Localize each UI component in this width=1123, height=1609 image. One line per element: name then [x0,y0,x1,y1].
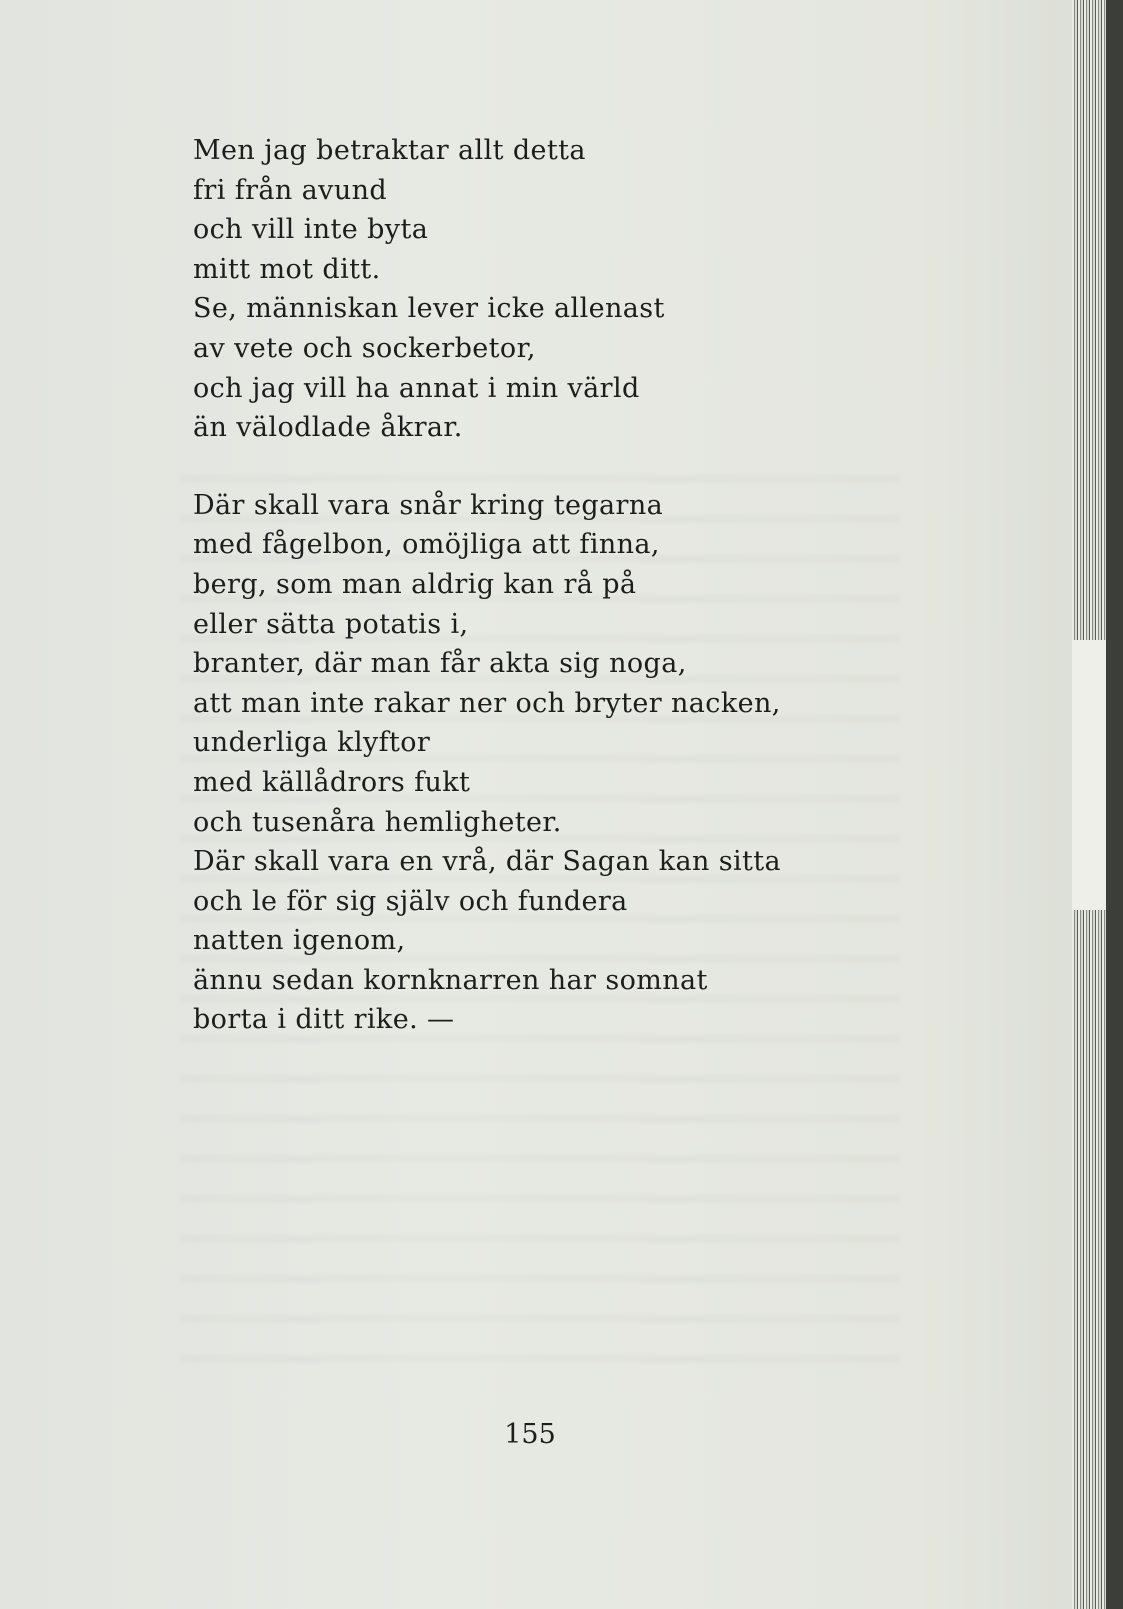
poem-line: att man inte rakar ner och bryter nacken, [193,687,781,719]
poem-line: Där skall vara en vrå, där Sagan kan sitta [193,846,782,878]
poem-line: Men jag betraktar allt detta [193,135,586,166]
poem-line: Där skall vara snår kring tegarna [193,489,664,521]
poem-line: underliga klyftor [193,727,431,759]
poem-line: natten igenom, [193,925,406,957]
book-cover-edge [1106,0,1123,1609]
poem-line: berg, som man aldrig kan rå på [193,568,637,600]
poem-line: med källådrors fukt [193,766,471,798]
poem-line: av vete och sockerbetor, [193,332,536,364]
poem-line: med fågelbon, omöjliga att finna, [193,529,660,561]
poem-line: Se, människan lever icke allenast [193,293,665,325]
poem-line: eller sätta potatis i, [193,608,469,640]
page-edge-highlight [1072,640,1110,910]
stanza-2 [193,486,781,1040]
poem-line: än välodlade åkrar. [193,412,463,444]
page-number: 155 [504,1419,556,1450]
poem-line: branter, där man får akta sig noga, [193,648,687,680]
poem-text [193,131,781,1040]
poem-line: och le för sig själv och fundera [193,885,628,917]
poem-line: borta i ditt rike. — [193,1004,455,1036]
stanza-1 [193,131,781,448]
poem-line: och tusenåra hemligheter. [193,806,562,838]
poem-line: fri från avund [193,174,388,206]
poem-line: ännu sedan kornknarren har somnat [193,964,708,996]
poem-line: mitt mot ditt. [193,253,381,285]
poem-line: och vill inte byta [193,214,429,246]
poem-line: och jag vill ha annat i min värld [193,372,640,404]
